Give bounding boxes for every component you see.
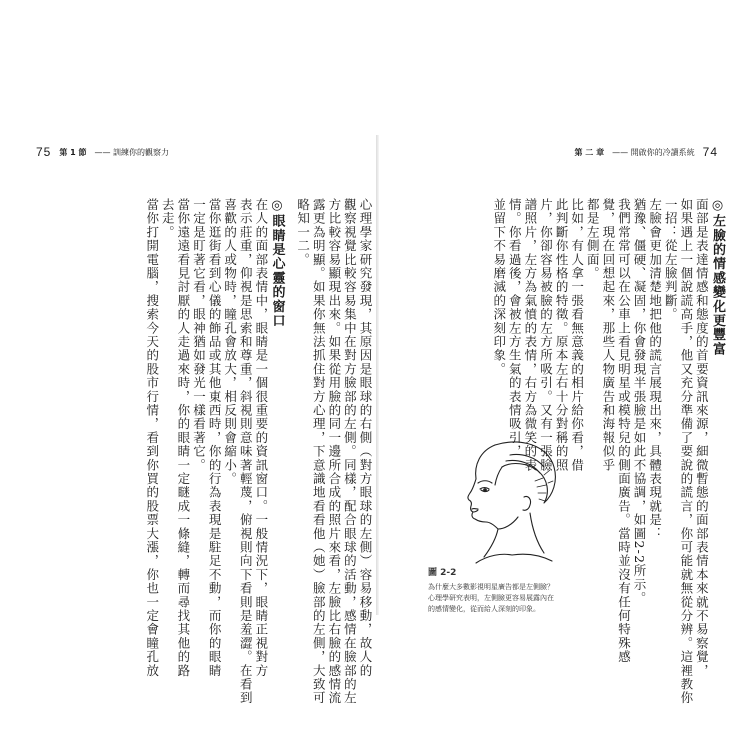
text-column: 心理學家研究發現，其原因是眼球的右側（對方眼球的左側）容易移動，故人的 [358,198,373,678]
text-column: 當你遠遠看見討厭的人走過來時，你的眼睛一定瞇成一條縫，轉而尋找其他的路 [175,198,191,678]
text-column: 我們常常可以在公車上看見明星或模特兒的側面廣告。當時並沒有任何特殊感 [616,198,632,664]
text-column: 方比較容易顯現出來。如果從用臉的同一邊所合成的照片來看，左臉比右臉的感情流 [326,198,342,705]
text-column: 略知一二。 [295,198,311,267]
page-number-right: 74 [702,145,718,159]
text-column: 都是左側面。 [585,198,601,281]
text-column: 左臉會更加清楚地把他的謊言展現出來，具體表現就是： [647,198,663,541]
text-column: 譜照片，左方為氣憤的表情，右方為微笑的表 [522,198,538,472]
column-spacer [286,198,294,588]
text-column: 在人的面部表情中，眼睛是一個很重要的資訊窗口。一般情況下，眼睛正視對方 [253,198,269,678]
text-column: 如果遇上一個說謊高手，他又充分準備了要說的謊言，你可能就無從分辨。這裡教你 [678,198,694,705]
text-column: 表示莊重，仰視是思索和尊重，斜視則意味著輕蔑，俯視則向下看則是羞澀。在看到 [238,198,254,705]
left-page-text [144,198,373,705]
text-column: 猶豫、僵硬、凝固，你會發現半張臉是如此不協調，如圖2-2所示。 [632,198,648,606]
figure-caption-line: 的感情變化，從而給人深刻的印象。 [428,605,540,613]
chapter-label-left: 第 1 節 [59,147,87,157]
section-heading-eyes: ◎眼睛是心靈的窗口 [269,198,285,328]
book-gutter [376,135,379,615]
text-column: 覺，現在回想起來，那些人物廣告和海報似乎 [600,198,616,472]
figure-label: 圖 2-2 [428,568,457,578]
right-page [380,140,732,705]
section-title-left: —— 訓練你的觀察力 [94,147,170,157]
text-column: 喜歡的人或物時，瞳孔會放大，相反則會縮小。 [222,198,238,486]
text-column: 此判斷你性格的特徵。原本左右十分對稱的照 [554,198,570,472]
text-column: 比如，有人拿一張看無意義的相片給你看，借 [569,198,585,472]
right-page-header [575,144,718,160]
text-column: 當你逛街看到心儀的飾品或其他東西時，你的行為表現是駐足不動，而你的眼睛 [207,198,223,678]
text-column: 片，你卻容易被臉的左方所吸引。又有一張臉 [538,198,554,472]
section-heading-left-face: ◎左臉的情感變化更豐富 [710,198,725,357]
figure-caption-line: 心理學研究表明，左側臉更容易展露內在 [428,594,554,602]
left-page [22,140,374,705]
text-column: 去走。 [160,198,176,240]
section-title-right: —— 開啟你的冷讀系統 [612,147,695,157]
left-profile-face-illustration [440,437,575,567]
text-column: 露更為明顯。如果你無法抓住對方心理，下意識地看看他（她）臉部的左側，大致可 [311,198,327,705]
figure-caption-line: 為什麼大多數影視明星廣告都是左側臉？ [428,583,554,591]
figure-caption [428,568,583,615]
left-page-header [36,144,169,160]
text-column: 一定是盯著它看，眼神猶如發光一樣看著它。 [191,198,207,472]
text-column: 當你打開電腦，搜索今天的股市行情，看到你買的股票大漲，你也一定會瞳孔放 [144,198,160,678]
text-column: 面部是表達情感和態度的首要資訊來源，細微暫態的面部表情本來就不易察覺， [694,198,710,678]
text-column: 情。你看過後，會被左方生氣的表情吸引， [507,198,523,459]
text-column: 一招：從左臉判斷。 [663,198,679,322]
text-column: 觀察視覺比較容易集中在對方臉部的左側。同樣，配合眼球的活動，感情在臉部的左 [342,198,358,705]
chapter-label-right: 第 二 章 [574,147,605,157]
page-number-left: 75 [36,145,52,159]
text-column: 並留下不易磨滅的深刻印象。 [491,198,507,377]
